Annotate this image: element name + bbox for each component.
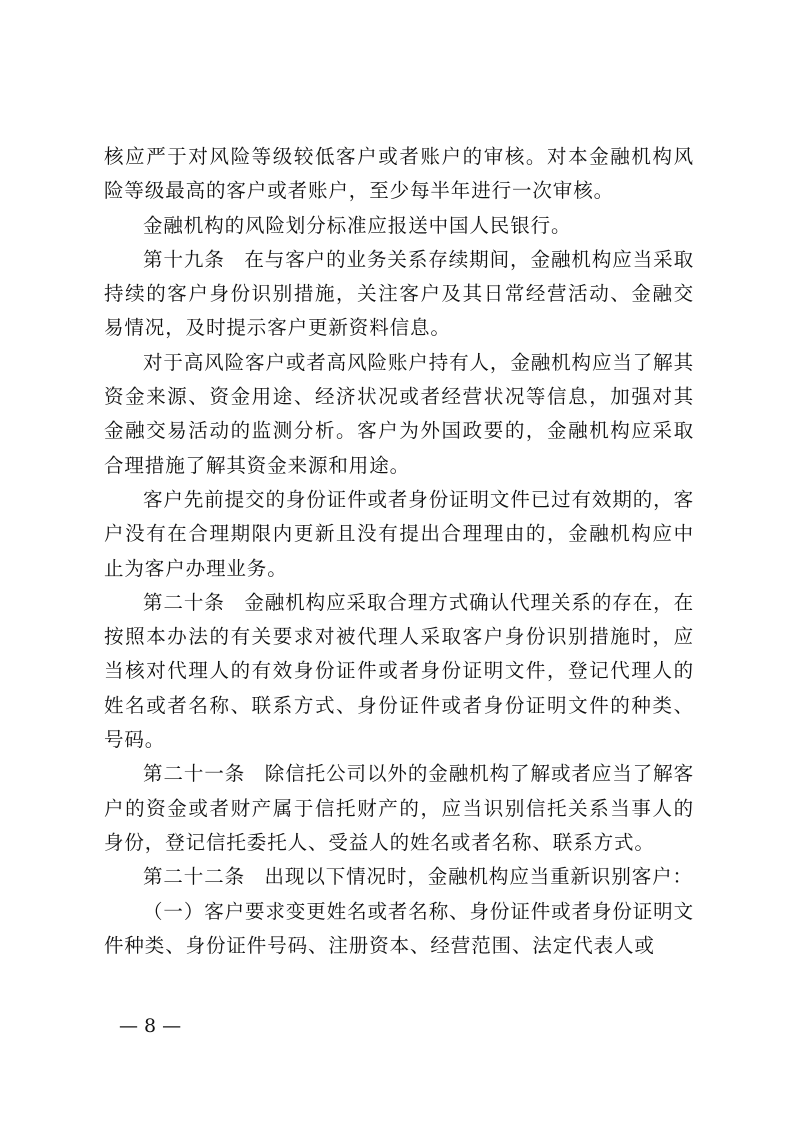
paragraph-high-risk: 对于高风险客户或者高风险账户持有人，金融机构应当了解其资金来源、资金用途、经济状况或者经营状况等信息，加强对其金融交易活动的监测分析。客户为外国政要的，金融机构应采取合理措施了解其资金来源和用途。	[104, 350, 694, 477]
article-19-text: 在与客户的业务关系存续期间，金融机构应当采取持续的客户身份识别措施，关注客户及其日常经营活动、金融交易情况，及时提示客户更新资料信息。	[104, 247, 694, 340]
document-body	[104, 140, 694, 963]
paragraph-continuation: 核应严于对风险等级较低客户或者账户的审核。对本金融机构风险等级最高的客户或者账户，至少每半年进行一次审核。	[104, 145, 694, 203]
paragraph-article-21	[104, 757, 694, 860]
paragraph-article-19	[104, 243, 694, 346]
article-20-text: 金融机构应采取合理方式确认代理关系的存在，在按照本办法的有关要求对被代理人采取客户身份识别措施时，应当核对代理人的有效身份证件或者身份证明文件，登记代理人的姓名或者名称、联系方式、身份证件或者身份证明文件的种类、号码。	[104, 590, 694, 752]
paragraph-expired-documents: 客户先前提交的身份证件或者身份证明文件已过有效期的，客户没有在合理期限内更新且没有提出合理理由的，金融机构应中止为客户办理业务。	[104, 487, 694, 580]
page-number: — 8 —	[119, 1015, 182, 1037]
article-heading-22: 第二十二条	[143, 865, 246, 889]
article-heading-21: 第二十一条	[143, 762, 246, 786]
paragraph-risk-standard: 金融机构的风险划分标准应报送中国人民银行。	[143, 213, 572, 237]
article-22-text: 出现以下情况时，金融机构应当重新识别客户：	[264, 865, 693, 889]
paragraph-article-22	[104, 860, 694, 894]
article-heading-20: 第二十条	[143, 590, 225, 614]
paragraph-item-1: （一）客户要求变更姓名或者名称、身份证件或者身份证明文件种类、身份证件号码、注册资本、经营范围、法定代表人或	[104, 899, 694, 957]
paragraph-article-20	[104, 586, 694, 757]
article-heading-19: 第十九条	[143, 247, 225, 271]
article-21-text: 除信托公司以外的金融机构了解或者应当了解客户的资金或者财产属于信托财产的，应当识别信托关系当事人的身份，登记信托委托人、受益人的姓名或者名称、联系方式。	[104, 762, 694, 854]
